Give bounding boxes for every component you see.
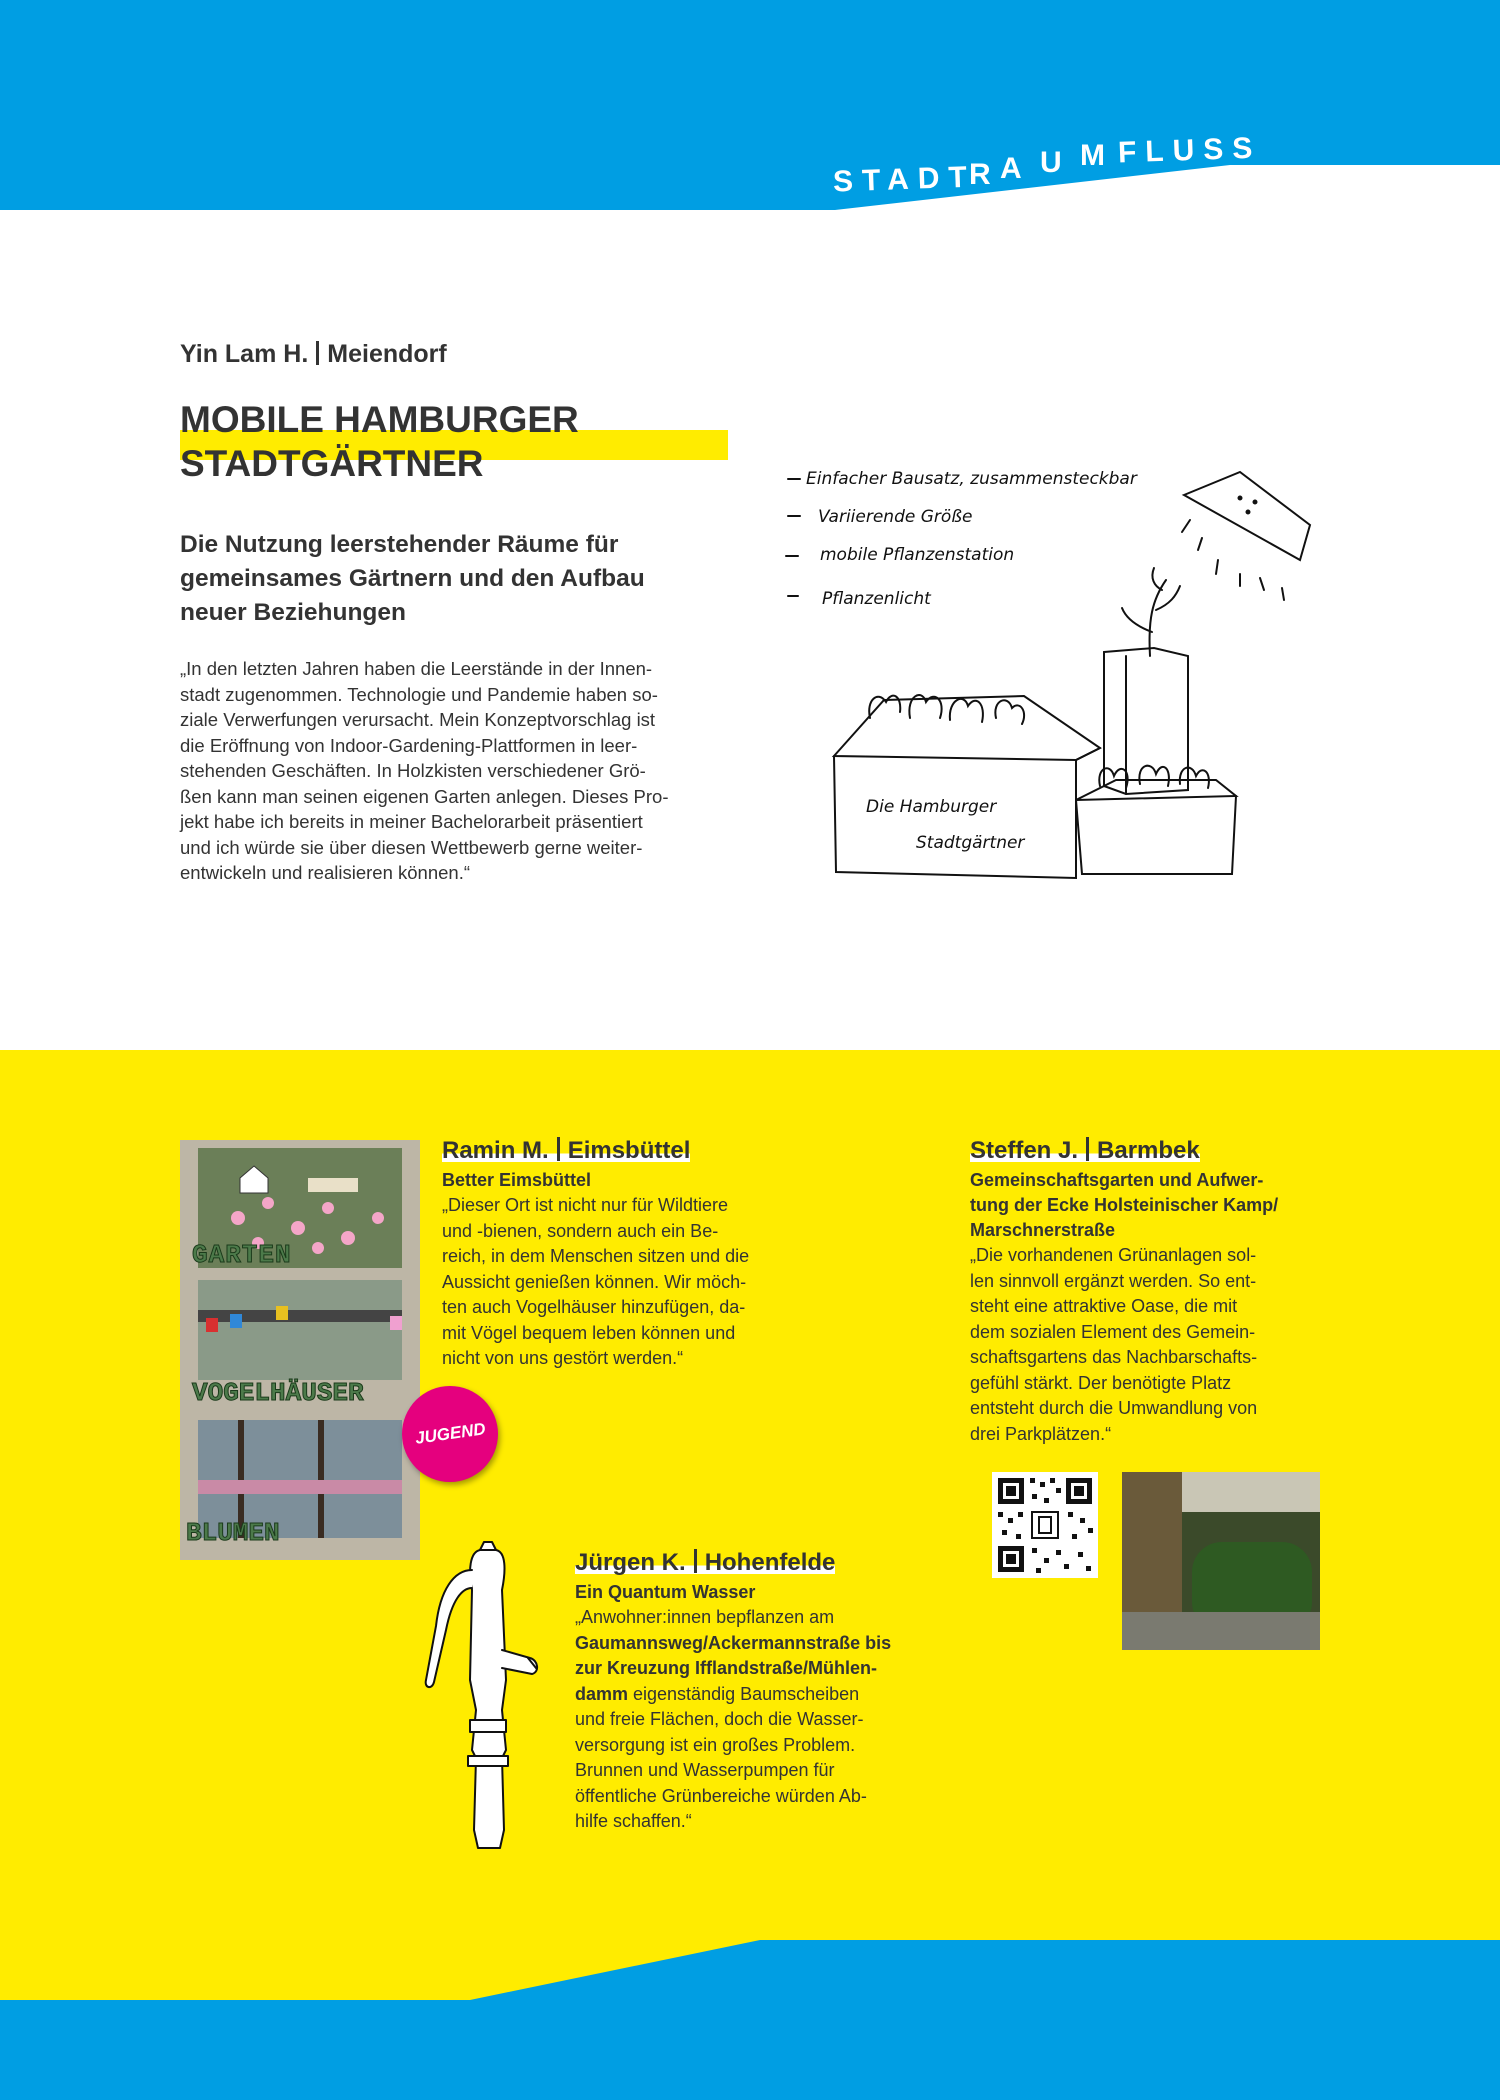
juergen-card: [575, 1548, 955, 1835]
brand-word-stadt: STADT: [832, 160, 977, 199]
brand-letter-a: A: [1000, 152, 1031, 185]
feature-title: [180, 398, 740, 486]
top-band-cut: [0, 0, 1500, 230]
ramin-author: Ramin M.: [442, 1137, 549, 1164]
feature-quote-line: ziale Verwerfungen verursacht. Mein Konzeptvorschlag ist: [180, 709, 656, 730]
juergen-location: Hohenfelde: [704, 1549, 836, 1576]
brand-letter-m: M: [1080, 139, 1114, 172]
juergen-quote-line: und freie Flächen, doch die Wasser-: [575, 1709, 864, 1729]
ramin-quote-line: nicht von uns gestört werden.“: [442, 1348, 684, 1368]
ramin-quote-line: mit Vögel bequem leben können und: [442, 1322, 736, 1343]
bottom-blue-band: [0, 1940, 1500, 2100]
juergen-quote-bold-word: damm: [575, 1683, 629, 1704]
plant-lamp-icon: [1182, 472, 1310, 600]
steffen-heading: [970, 1136, 1340, 1166]
feature-subtitle-line-3: neuer Beziehungen: [180, 599, 406, 626]
feature-location: Meiendorf: [327, 340, 447, 368]
feature-author-line: [180, 340, 447, 369]
steffen-quote-line: steht eine attraktive Oase, die mit: [970, 1296, 1238, 1316]
birdhouse-icon: [206, 1318, 218, 1332]
steffen-project-line: Marschnerstraße: [970, 1220, 1116, 1240]
ramin-location: Eimsbüttel: [567, 1137, 691, 1164]
jugend-badge: [402, 1386, 498, 1482]
ramin-quote-line: „Dieser Ort ist nicht nur für Wildtiere: [442, 1195, 729, 1215]
sketch-note: mobile Pflanzenstation: [820, 545, 1015, 565]
juergen-quote-line: öffentliche Grünbereiche würden Ab-: [575, 1785, 867, 1806]
planter-sketch-illustration: [770, 450, 1330, 890]
juergen-quote-line: [575, 1682, 955, 1708]
steffen-garden-photo: [1122, 1472, 1320, 1650]
steffen-quote-line: dem sozialen Element des Gemein-: [970, 1321, 1256, 1342]
separator: [557, 1137, 560, 1161]
steffen-quote-line: „Die vorhandenen Grünanlagen sol-: [970, 1245, 1257, 1265]
sketch-box-label: Stadtgärtner: [916, 833, 1025, 853]
juergen-quote-line: Brunnen und Wasserpumpen für: [575, 1760, 835, 1780]
steffen-quote-line: gefühl stärkt. Der benötigte Platz: [970, 1372, 1232, 1393]
collage-label-vogelhaeuser: VOGELHÄUSER: [192, 1378, 364, 1408]
juergen-quote-line: versorgung ist ein großes Problem.: [575, 1734, 856, 1755]
juergen-quote-rest: eigenständig Baumscheiben: [628, 1683, 860, 1704]
feature-author: Yin Lam H.: [180, 340, 309, 368]
sketch-note: Variierende Größe: [818, 507, 973, 527]
feature-quote-line: „In den letzten Jahren haben die Leerstände in der Innen-: [180, 658, 653, 679]
collage-label-garten: GARTEN: [192, 1240, 292, 1270]
brand-letter-r: R: [969, 158, 1000, 191]
steffen-quote-line: len sinnvoll ergänzt werden. So ent-: [970, 1270, 1257, 1291]
sketch-box-label: Die Hamburger: [866, 797, 997, 817]
ramin-heading-highlight: [442, 1137, 690, 1164]
juergen-heading-highlight: [575, 1549, 835, 1576]
feature-title-line-1: MOBILE HAMBURGER: [180, 399, 579, 440]
juergen-quote-line: hilfe schaffen.“: [575, 1811, 692, 1831]
juergen-quote-bold-line: Gaumannsweg/Ackermannstraße bis: [575, 1632, 892, 1653]
steffen-heading-highlight: [970, 1137, 1200, 1164]
steffen-location: Barmbek: [1097, 1137, 1200, 1164]
ramin-quote: [442, 1193, 822, 1372]
feature-quote-line: stehenden Geschäften. In Holzkisten verschiedener Grö-: [180, 760, 646, 781]
ramin-quote-line: und -bienen, sondern auch ein Be-: [442, 1220, 719, 1241]
collage-label-blumen: BLUMEN: [186, 1518, 280, 1548]
steffen-quote-line: drei Parkplätzen.“: [970, 1423, 1112, 1444]
juergen-quote-line: „Anwohner:innen bepflanzen am: [575, 1607, 835, 1627]
jugend-badge-label: JUGEND: [413, 1419, 487, 1448]
ramin-quote-line: reich, in dem Menschen sitzen und die: [442, 1246, 750, 1266]
steffen-quote: [970, 1243, 1340, 1447]
ramin-heading: [442, 1136, 822, 1166]
feature-quote-line: stadt zugenommen. Technologie und Pandemie haben so-: [180, 683, 658, 705]
planter-edge: [1122, 1612, 1320, 1650]
ramin-collage-image: [180, 1140, 420, 1560]
birdhouse-photo: [198, 1280, 402, 1380]
bridge: [198, 1310, 402, 1322]
separator: [694, 1549, 697, 1573]
juergen-heading: [575, 1548, 955, 1578]
steffen-project: [970, 1168, 1340, 1243]
feature-subtitle-line-1: Die Nutzung leerstehender Räume für: [180, 531, 619, 558]
qr-code-icon[interactable]: [992, 1472, 1098, 1578]
steffen-quote-line: schaftsgartens das Nachbarschafts-: [970, 1347, 1258, 1367]
steffen-project-line: Gemeinschaftsgarten und Aufwer-: [970, 1170, 1264, 1190]
feature-quote-line: entwickeln und realisieren können.“: [180, 862, 471, 883]
separator: [1086, 1137, 1089, 1161]
feature-quote-line: die Eröffnung von Indoor-Gardening-Plattformen in leer-: [180, 734, 638, 756]
ramin-project: Better Eimsbüttel: [442, 1170, 592, 1190]
feature-subtitle-line-2: gemeinsames Gärtnern und den Aufbau: [180, 565, 645, 592]
ramin-quote-line: ten auch Vogelhäuser hinzufügen, da-: [442, 1297, 746, 1317]
sketch-note: Pflanzenlicht: [822, 589, 931, 609]
birdhouse-icon: [276, 1306, 288, 1320]
background-wall: [1182, 1472, 1320, 1512]
steffen-card: [970, 1136, 1340, 1447]
steffen-quote-line: entsteht durch die Umwandlung von: [970, 1398, 1258, 1418]
steffen-author: Steffen J.: [970, 1137, 1079, 1164]
small-planter-icon: [1076, 766, 1236, 874]
tall-planter-icon: [1104, 568, 1188, 794]
feature-quote-line: jekt habe ich bereits in meiner Bachelorarbeit präsentiert: [180, 811, 643, 832]
separator: [316, 341, 319, 365]
feature-quote-line: ßen kann man seinen eigenen Garten anlegen. Dieses Pro-: [180, 785, 669, 807]
juergen-quote-bold-line: zur Kreuzung Ifflandstraße/Mühlen-: [575, 1658, 878, 1678]
birdhouse-icon: [230, 1314, 242, 1328]
feature-title-line-2: STADTGÄRTNER: [180, 443, 484, 484]
steffen-project-line: tung der Ecke Holsteinischer Kamp/: [970, 1195, 1279, 1215]
flower-box: [198, 1480, 402, 1494]
water-pump-icon: [410, 1530, 560, 1860]
brand-word-fluss: FLUSS: [1117, 131, 1262, 170]
feature-quote-line: und ich würde sie über diesen Wettbewerb gerne weiter-: [180, 836, 643, 858]
ramin-card: [442, 1136, 822, 1372]
juergen-author: Jürgen K.: [575, 1549, 686, 1576]
brand-letter-u: U: [1040, 146, 1071, 179]
juergen-project: Ein Quantum Wasser: [575, 1582, 756, 1602]
tree-trunk: [318, 1420, 324, 1538]
juergen-quote: [575, 1605, 955, 1835]
feature-subtitle: [180, 528, 740, 630]
sketch-note: Einfacher Bausatz, zusammensteckbar: [806, 469, 1137, 489]
birdhouse-icon: [390, 1316, 402, 1330]
ramin-quote-line: Aussicht genießen können. Wir möch-: [442, 1271, 747, 1292]
feature-quote: [180, 656, 750, 886]
